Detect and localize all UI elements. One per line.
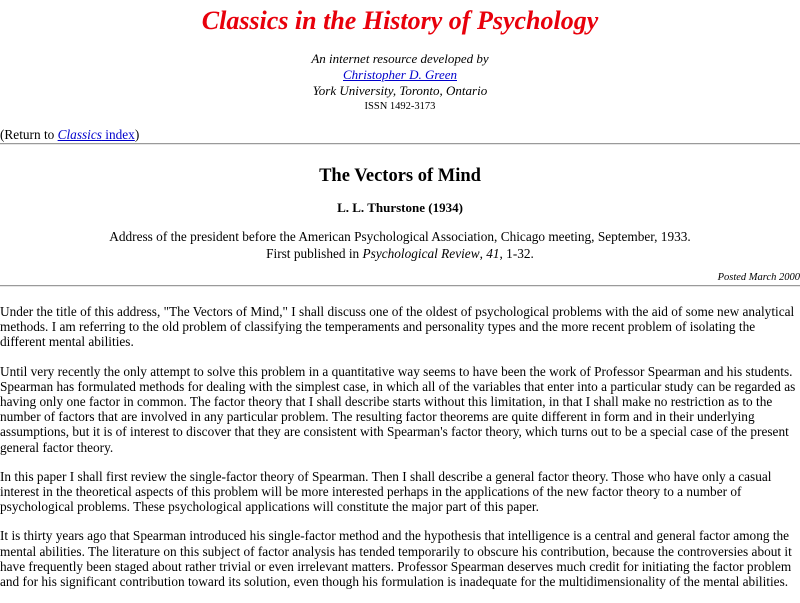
article-author: L. L. Thurstone (1934) (337, 200, 463, 215)
published-line (0, 245, 800, 262)
journal-volume: 41 (486, 246, 500, 261)
posted-date: Posted March 2000 (717, 272, 800, 283)
classics-link-text: Classics (57, 127, 102, 142)
index-link-text: index (101, 127, 135, 142)
divider-top (0, 143, 800, 145)
page (0, 6, 800, 589)
classics-index-link[interactable] (58, 127, 135, 142)
publication-info (0, 228, 800, 262)
issn: ISSN 1492-3173 (364, 101, 436, 112)
return-suffix: ) (134, 127, 140, 142)
body-paragraph: Until very recently the only attempt to solve this problem in a quantitative way seems to have been the work of Professor Spearman and his students. Spearman has formulated methods for dealing with the simplest case, in which all of the variables that enter into a particular study can be regarded as having only one factor in common. The factor theory that I shall describe starts without this limitation, in that I shall make no restriction as to the number of factors that are involved in any particular problem. The resulting factor theorems are quite different in form and in their underlying assumptions, but it is of interest to discover that they are consistent with Spearman's factor theory, which turns out to be a special case of the present general factor theory. (0, 363, 796, 455)
body-paragraph: Under the title of this address, "The Vectors of Mind," I shall discuss one of the oldest of psychological problems with the aid of some new analytical methods. I am referring to the old problem of classifying the temperaments and personality types and the more recent problem of isolating the different mental abilities. (0, 304, 795, 350)
site-credits (0, 51, 800, 114)
sep: , (479, 246, 487, 261)
address-line: Address of the president before the American Psychological Association, Chicago meeting, September, 1933. (109, 229, 691, 244)
divider-bottom (0, 285, 800, 287)
article-body (0, 304, 800, 589)
affiliation: York University, Toronto, Ontario (312, 83, 488, 98)
journal-pages: , 1-32. (499, 246, 534, 261)
site-title: Classics in the History of Psychology (201, 6, 599, 35)
article-title: The Vectors of Mind (319, 166, 481, 186)
developer-link[interactable]: Christopher D. Green (343, 67, 457, 82)
return-prefix: (Return to (0, 127, 58, 142)
body-paragraph: In this paper I shall first review the single-factor theory of Spearman. Then I shall describe a general factor theory. Those who have only a casual interest in the theoretical aspects of this problem will be more interested perhaps in the applications of the new factor theory to a number of psychological problems. These psychological applications will constitute the major part of this paper. (0, 468, 772, 515)
tagline: An internet resource developed by (311, 51, 489, 66)
body-paragraph: It is thirty years ago that Spearman introduced his single-factor method and the hypothesis that intelligence is a central and general factor among the mental abilities. The literature on this subject of factor analysis has tended temporarily to obscure his contribution, because the controversies about it have frequently been staged about rather trivial or even irrelevant matters. Professor Spearman deserves much credit for initiating the factor problem and for his significant contribution toward its solution, even though his formulation is inadequate for the multidimensionality of the mental abilities. (0, 528, 792, 590)
published-prefix: First published in (266, 246, 363, 261)
journal-name: Psychological Review (362, 246, 480, 261)
return-to-index (0, 127, 800, 143)
